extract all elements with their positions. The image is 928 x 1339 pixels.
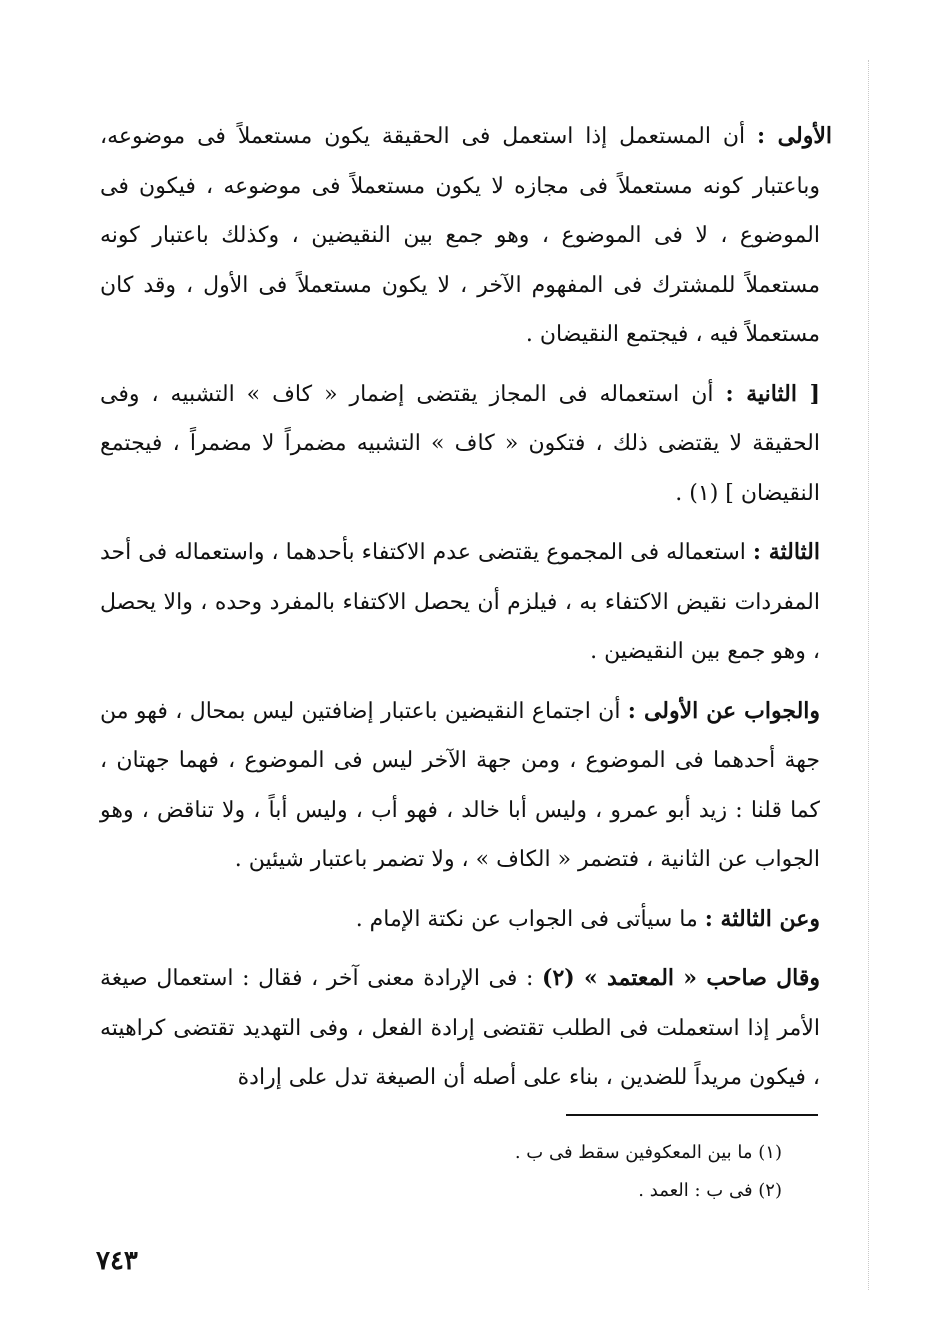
footnotes: [300, 1134, 782, 1210]
paragraph-text: أن المستعمل إذا استعمل فى الحقيقة يكون مستعملاً فى موضوعه، وباعتبار كونه مستعملاً فى مجازه لا يكون مستعملاً فى موضوعه ، فيكون فى الموضوع ، لا فى الموضوع ، وهو جمع بين النقيضين ، وكذلك باعتبار كونه مستعملاً للمشترك فى المفهوم الآخر ، لا يكون مستعملاً فى الأول ، وقد كان مستعملاً فيه ، فيجتمع النقيضان .: [100, 124, 820, 347]
footnote-1: (١) ما بين المعكوفين سقط فى ب .: [514, 1142, 782, 1163]
paragraph-text: أن اجتماع النقيضين باعتبار إضافتين ليس بمحال ، فهو من جهة أحدهما فى الموضوع ، ومن جهة الآخر ليس فى الموضوع ، فهما جهتان ، كما قلنا : زيد أبو عمرو ، وليس أبا خالد ، فهو أب ، وليس أباً ، ولا تناقض ، وهو الجواب عن الثانية ، فتضمر « الكاف » ، ولا تضمر باعتبار شيئين .: [100, 698, 820, 872]
paragraph-text: استعماله فى المجموع يقتضى عدم الاكتفاء بأحدهما ، واستعماله فى أحد المفردات نقيض الاكتفاء به ، فيلزم أن يحصل الاكتفاء بالمفرد وحده ، والا يحصل ، وهو جمع بين النقيضين .: [100, 540, 820, 664]
paragraph-third-argument: [100, 528, 820, 677]
paragraph-text: ما سيأتى فى الجواب عن نكتة الإمام .: [355, 906, 705, 932]
footnote-2: (٢) فى ب : العمد .: [638, 1180, 782, 1201]
paragraph-answer-first: [100, 687, 820, 885]
paragraph-first-argument: [100, 112, 832, 360]
paragraph-lead: وعن الثالثة :: [704, 905, 820, 932]
paragraph-lead: وقال صاحب « المعتمد » (٢): [542, 965, 821, 991]
scan-edge-divider: [868, 60, 870, 1290]
paragraph-answer-third: [100, 895, 820, 945]
main-text: [100, 112, 832, 1113]
paragraph-lead: [ الثانية :: [725, 380, 820, 407]
paragraph-lead: والجواب عن الأولى :: [627, 697, 821, 724]
footnote-separator: [566, 1114, 818, 1116]
paragraph-lead: الثالثة :: [752, 539, 820, 565]
paragraph-text: : فى الإرادة معنى آخر ، فقال : استعمال صيغة الأمر إذا استعملت فى الطلب تقتضى إرادة الفعل ، وفى التهديد تقتضى كراهيته ، فيكون مريداً للضدين ، بناء على أصله أن الصيغة تدل على إرادة: [100, 966, 820, 1090]
paragraph-text: أن استعماله فى المجاز يقتضى إضمار « كاف » التشبيه ، وفى الحقيقة لا يقتضى ذلك ، فتكون « كاف » التشبيه مضمراً لا مضمراً ، فيجتمع النقيضان ] (١) .: [100, 381, 820, 506]
paragraph-second-argument: [100, 370, 820, 519]
paragraph-lead: الأولى :: [757, 123, 832, 149]
page-number: ٧٤٣: [96, 1246, 138, 1276]
paragraph-mutamad: [100, 954, 820, 1103]
